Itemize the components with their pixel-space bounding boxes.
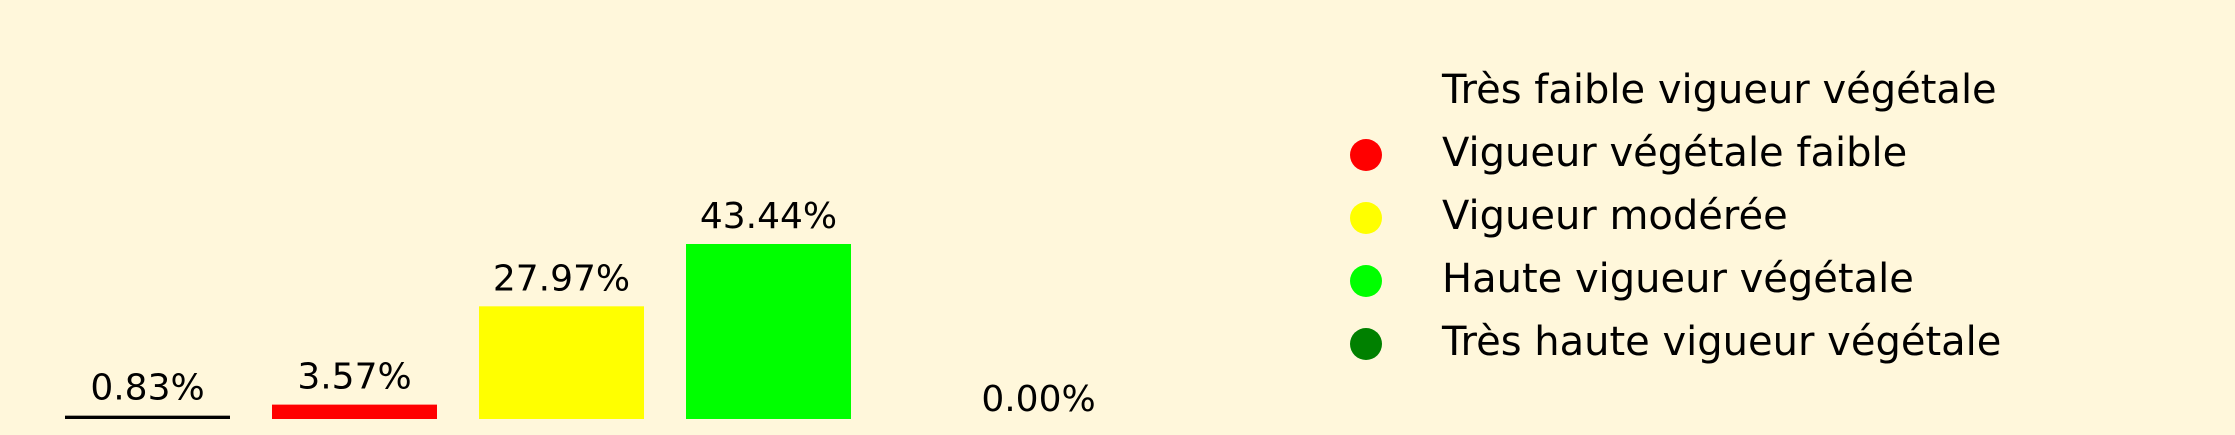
- value-label-2: 3.57%: [297, 356, 412, 398]
- legend-label-5: Très haute vigueur végétale: [1442, 319, 2002, 365]
- bar-3: [479, 306, 644, 419]
- legend: [1350, 67, 2001, 365]
- legend-marker-3: [1350, 202, 1382, 234]
- legend-label-1: Très faible vigueur végétale: [1442, 67, 1997, 113]
- value-label-3: 27.97%: [492, 258, 631, 300]
- value-label-5: 0.00%: [981, 379, 1096, 420]
- bar-4: [686, 244, 851, 419]
- legend-marker-2: [1350, 139, 1382, 171]
- legend-label-3: Vigueur modérée: [1442, 193, 1788, 239]
- legend-marker-4: [1350, 265, 1382, 297]
- legend-label-4: Haute vigueur végétale: [1442, 256, 1914, 302]
- legend-marker-5: [1350, 328, 1382, 360]
- value-label-4: 43.44%: [699, 196, 838, 237]
- bar-2: [272, 405, 437, 419]
- legend-label-2: Vigueur végétale faible: [1442, 130, 1908, 176]
- bar-1: [65, 416, 230, 419]
- value-label-1: 0.83%: [90, 367, 205, 409]
